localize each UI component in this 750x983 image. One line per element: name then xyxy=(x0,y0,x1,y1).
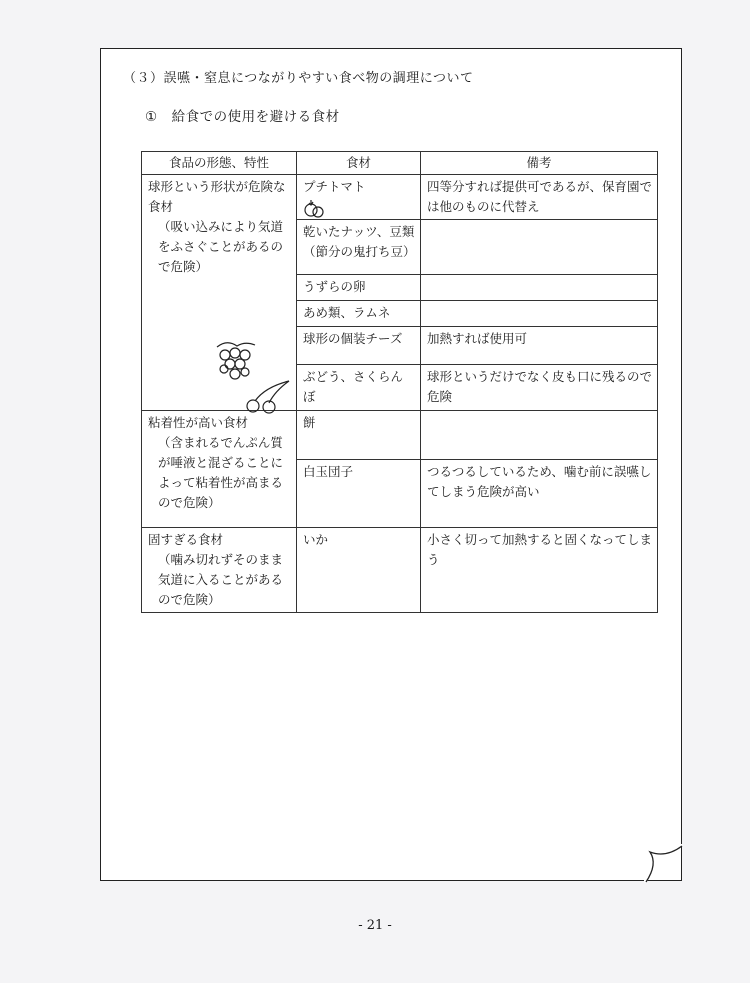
section-heading: （３）誤嚥・窒息につながりやすい食べ物の調理について xyxy=(123,71,474,86)
food-cell: いか xyxy=(297,528,421,613)
category-title: 固すぎる食材 xyxy=(148,532,224,547)
sub-heading-number: ① xyxy=(145,109,158,125)
category-title: 球形という形状が危険な食材 xyxy=(148,179,286,214)
note-cell: つるつるしているため、噛む前に誤嚥してしまう危険が高い xyxy=(421,460,658,528)
note-cell xyxy=(421,220,658,275)
food-cell: ぶどう、さくらんぼ xyxy=(297,365,421,411)
sub-heading-title: 給食での使用を避ける食材 xyxy=(171,109,340,125)
table-row xyxy=(142,411,658,460)
sub-heading xyxy=(145,105,340,125)
food-cell: 球形の個装チーズ xyxy=(297,327,421,365)
table-header-row xyxy=(142,152,658,175)
table-row xyxy=(142,175,658,220)
header-note: 備考 xyxy=(421,152,658,175)
category-cell xyxy=(142,528,297,613)
note-cell: 球形というだけでなく皮も口に残るので危険 xyxy=(421,365,658,411)
tomato-icon xyxy=(302,197,326,221)
food-cell: あめ類、ラムネ xyxy=(297,301,421,327)
category-cell xyxy=(142,411,297,528)
document-page xyxy=(100,48,682,881)
page-curl-icon xyxy=(644,844,684,884)
cherry-icon xyxy=(241,379,295,415)
category-description: （吸い込みにより気道をふさぐことがあるので危険） xyxy=(158,219,284,274)
note-cell: 四等分すれば提供可であるが、保育園では他のものに代替え xyxy=(421,175,658,220)
food-cell: 餅 xyxy=(297,411,421,460)
food-cell: 白玉団子 xyxy=(297,460,421,528)
category-title: 粘着性が高い食材 xyxy=(148,415,249,430)
header-food: 食材 xyxy=(297,152,421,175)
note-cell: 小さく切って加熱すると固くなってしまう xyxy=(421,528,658,613)
category-description: （噛み切れずそのまま気道に入ることがあるので危険） xyxy=(158,552,284,607)
table-row xyxy=(142,528,658,613)
food-cell: プチトマト xyxy=(297,175,421,220)
food-cell: うずらの卵 xyxy=(297,275,421,301)
note-cell xyxy=(421,301,658,327)
note-cell: 加熱すれば使用可 xyxy=(421,327,658,365)
category-description: （含まれるでんぷん質が唾液と混ざることによって粘着性が高まるので危険） xyxy=(158,435,284,510)
food-cell: 乾いたナッツ、豆類（節分の鬼打ち豆） xyxy=(297,220,421,275)
note-cell xyxy=(421,275,658,301)
note-cell xyxy=(421,411,658,460)
header-category: 食品の形態、特性 xyxy=(142,152,297,175)
page-number: - 21 - xyxy=(358,918,392,933)
